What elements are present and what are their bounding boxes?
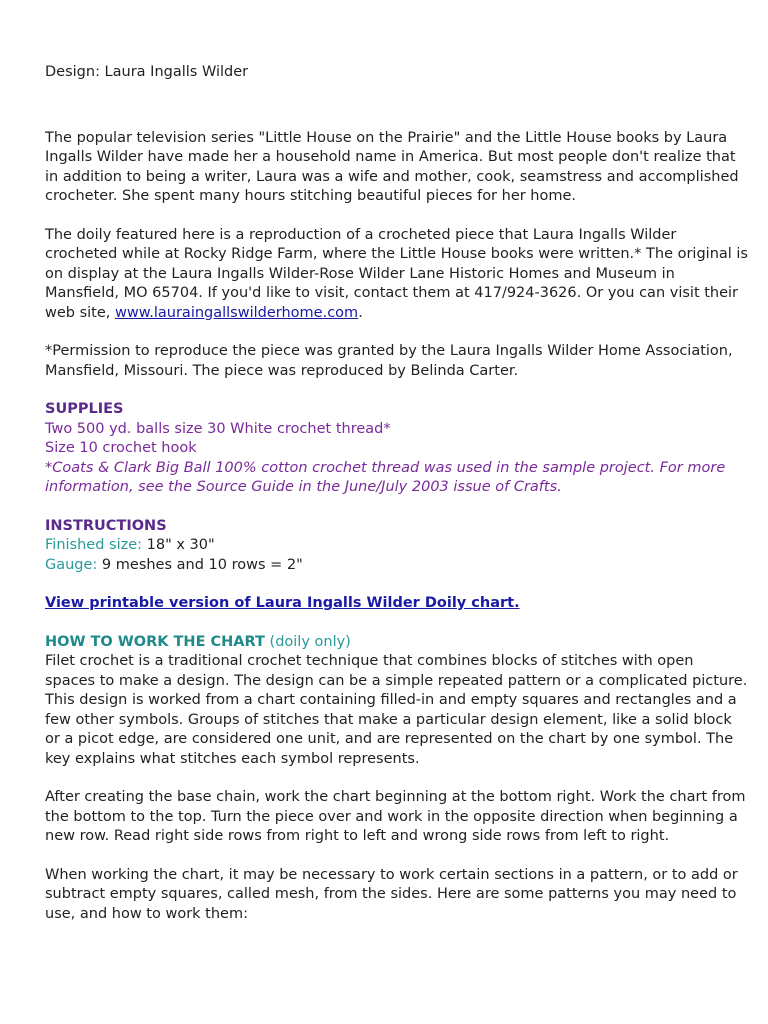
supplies-heading: SUPPLIES (45, 401, 124, 417)
gauge-label: Gauge: (45, 556, 98, 573)
chart-link-line (45, 594, 748, 614)
supplies-note-text: *Coats & Clark Big Ball 100% cotton crochet thread was used in the sample project. For more information, see the Source Guide in the June/July 2003 issue of (45, 459, 726, 495)
how-to-paragraph: Filet crochet is a traditional crochet technique that combines blocks of stitches with open spaces to make a design. The design can be a simple repeated pattern or a complicated picture. This design is worked from a chart containing filled-in and empty squares and rectangles and a few other symbols. Groups of stitches that make a particular design element, like a solid block or a picot edge, are considered one unit, and are represented on the chart by one symbol. The key explains what stitches each symbol represents. (45, 653, 748, 767)
doily-text: The doily featured here is a reproduction of a crocheted piece that Laura Ingalls Wilder crocheted while at Rocky Ridge Farm, where the Little House books were written.* The original is on display at the Laura Ingalls Wilder-Rose Wilder Lane Historic Homes and Museum in Mansfield, MO 65704. If you'd like to visit, contact them at 417/924-3626. Or you can visit their web site, (45, 226, 748, 321)
supplies-item: Two 500 yd. balls size 30 White crochet thread* (45, 420, 391, 437)
how-to-heading: HOW TO WORK THE CHART (45, 633, 265, 650)
website-link[interactable]: www.lauraingallswilderhome.com (115, 304, 359, 321)
doily-end: . (358, 304, 363, 321)
supplies-note-end: . (557, 479, 562, 495)
supplies-item: Size 10 crochet hook (45, 440, 197, 456)
magazine-name: Crafts (513, 479, 558, 495)
gauge (45, 556, 748, 576)
how-to-subheading: (doily only) (264, 633, 351, 650)
how-to-paragraph: After creating the base chain, work the chart beginning at the bottom right. Work the chart from the bottom to the top. Turn the piece over and work in the opposite direction when beginning a new row. Read right side rows from right to left and wrong side rows from left to right. (45, 789, 746, 844)
supplies-note (45, 459, 748, 498)
instructions-heading: INSTRUCTIONS (45, 517, 167, 534)
how-to-paragraph: When working the chart, it may be necessary to work certain sections in a pattern, or to add or subtract empty squares, called mesh, from the sides. Here are some patterns you may need to use, and how to work them: (45, 866, 738, 922)
printable-chart-link[interactable]: View printable version of Laura Ingalls Wilder Doily chart. (45, 595, 520, 611)
intro-paragraph: The popular television series "Little House on the Prairie" and the Little House books by Laura Ingalls Wilder have made her a household name in America. But most people don't realize that in addition to being a writer, Laura was a wife and mother, cook, seamstress and accomplished crocheter. She spent many hours stitching beautiful pieces for her home. (45, 129, 739, 204)
permission-note: *Permission to reproduce the piece was granted by the Laura Ingalls Wilder Home Association, Mansfield, Missouri. The piece was reproduced by Belinda Carter. (45, 343, 733, 379)
how-to-heading-line (45, 633, 748, 653)
finished-size-label: Finished size: (45, 537, 143, 553)
instructions-section (45, 517, 748, 576)
design-title: Design: Laura Ingalls Wilder (45, 64, 249, 80)
gauge-value: 9 meshes and 10 rows = 2" (97, 556, 303, 573)
how-to-section (45, 633, 748, 925)
finished-size-value: 18" x 30" (142, 537, 215, 553)
finished-size (45, 536, 748, 556)
doily-paragraph (45, 226, 748, 324)
supplies-section (45, 400, 748, 498)
